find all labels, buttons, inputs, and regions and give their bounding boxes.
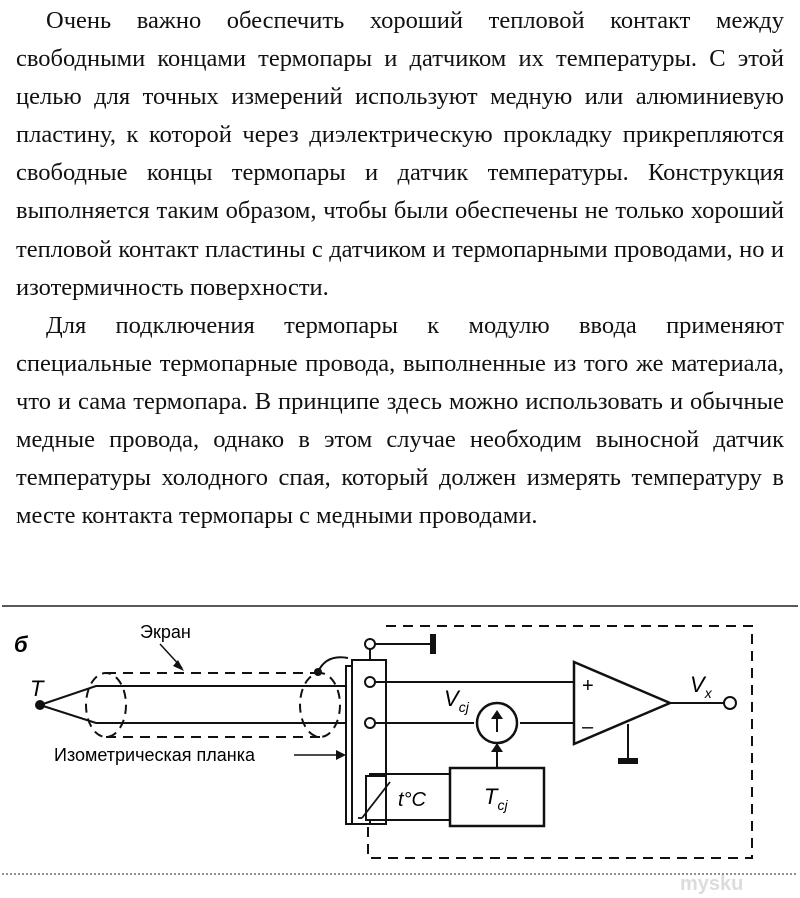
output-terminal	[724, 697, 736, 709]
terminal-plus	[365, 677, 375, 687]
amp-minus-sign: –	[582, 716, 594, 738]
shield-end-right	[300, 673, 340, 737]
cj-feedback-arrow	[491, 743, 503, 752]
text-block	[16, 2, 784, 535]
shield-drain-wire	[318, 657, 348, 672]
output-label: $V_x$	[690, 672, 712, 701]
cj-source-label: $V_{cj}$	[444, 686, 469, 715]
paragraph-2: Для подключения термопары к модулю ввода применяют специальные термопарные провода, выполненные из того же материала, что и сама термопара. В принципе здесь можно использовать и обычные медные провода, однако в этом случае необходим выносной датчик температуры холодного спая, который должен измерять температуру в месте контакта термопары с медными проводами.	[16, 311, 784, 530]
plate-arrow-head	[336, 750, 346, 760]
panel-label: б	[14, 632, 28, 657]
paragraph-1: Очень важно обеспечить хороший тепловой контакт между свободными концами термопары и датчиком их температуры. С этой целью для точных измерений используют медную или алюминиевую пластину, к которой через диэлектрическую прокладку прикрепляются свободные концы термопары и датчик температуры. Конструкция выполняется таким образом, чтобы были обеспечены не только хороший тепловой контакт пластины с датчиком и термопарными проводами, но и изотермичность поверхности.	[16, 7, 784, 301]
plate-label: Изометрическая планка	[54, 745, 255, 765]
circuit-figure	[0, 602, 800, 898]
ground-symbol-top	[430, 634, 436, 654]
cj-block-label: $T_{cj}$	[484, 784, 508, 813]
sensor-label: t°C	[398, 789, 426, 811]
watermark: mysku	[680, 873, 744, 895]
circuit-diagram	[0, 602, 800, 898]
screen-label: Экран	[140, 622, 191, 642]
terminal-minus	[365, 718, 375, 728]
thermocouple-label: T	[30, 676, 44, 701]
amp-plus-sign: +	[582, 675, 594, 697]
shield-end-left	[86, 673, 126, 737]
amp-ground-symbol	[618, 758, 638, 764]
temperature-sensor	[366, 776, 386, 820]
thermocouple-wire-upper	[40, 686, 345, 705]
terminal-top	[365, 639, 375, 649]
module-boundary	[368, 626, 752, 858]
screen-arrow-head	[173, 660, 184, 671]
